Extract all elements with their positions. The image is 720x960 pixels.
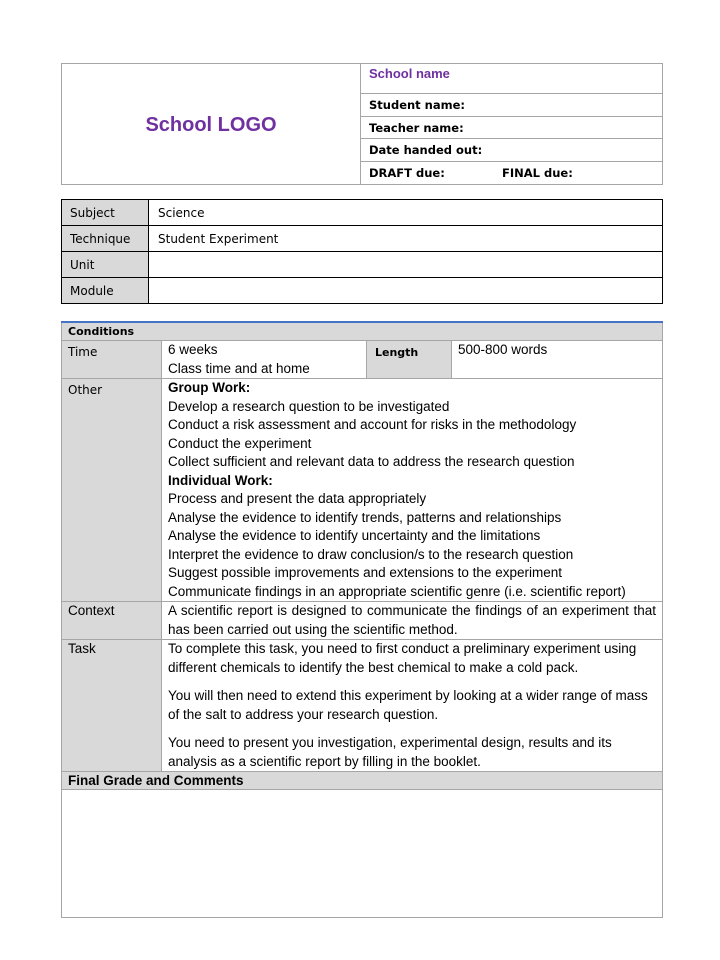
conditions-heading: Conditions bbox=[62, 322, 663, 341]
time-duration: 6 weeks bbox=[168, 342, 218, 357]
other-label: Other bbox=[62, 379, 162, 602]
context-label: Context bbox=[62, 602, 162, 640]
list-item: Analyse the evidence to identify trends, patterns and relationships bbox=[168, 509, 562, 525]
list-item: Communicate findings in an appropriate scientific genre (i.e. scientific report) bbox=[168, 583, 626, 599]
header-table bbox=[61, 63, 663, 185]
subject-table bbox=[61, 199, 663, 304]
technique-label: Technique bbox=[62, 226, 149, 252]
subject-value[interactable]: Science bbox=[149, 200, 663, 226]
time-row bbox=[62, 341, 663, 379]
module-label: Module bbox=[62, 278, 149, 304]
time-label: Time bbox=[62, 341, 162, 379]
list-item: Suggest possible improvements and extensions to the experiment bbox=[168, 565, 562, 580]
technique-value[interactable]: Student Experiment bbox=[149, 226, 663, 252]
module-value[interactable] bbox=[149, 278, 663, 304]
unit-label: Unit bbox=[62, 252, 149, 278]
length-label: Length bbox=[367, 341, 452, 379]
list-item: Interpret the evidence to draw conclusion/s to the research question bbox=[168, 546, 574, 562]
task-paragraph: You will then need to extend this experiment by looking at a wider range of mass of the salt to address your research question. bbox=[168, 688, 648, 722]
list-item: Conduct a risk assessment and account for risks in the methodology bbox=[168, 417, 577, 432]
other-row bbox=[62, 379, 663, 602]
individual-work-heading: Individual Work: bbox=[168, 472, 273, 488]
list-item: Collect sufficient and relevant data to address the research question bbox=[168, 454, 575, 469]
table-row bbox=[62, 200, 663, 226]
conditions-table bbox=[61, 321, 663, 918]
table-row bbox=[62, 226, 663, 252]
table-row bbox=[62, 252, 663, 278]
task-paragraph: You need to present you investigation, experimental design, results and its analysis as a scientific report by filling in the booklet. bbox=[168, 735, 612, 769]
other-value bbox=[162, 379, 663, 602]
final-due-field[interactable]: FINAL due: bbox=[502, 166, 573, 181]
table-row bbox=[62, 278, 663, 304]
school-logo-cell bbox=[62, 64, 361, 185]
due-dates-row bbox=[361, 162, 663, 185]
length-value[interactable]: 500-800 words bbox=[452, 341, 663, 379]
list-item: Conduct the experiment bbox=[168, 435, 312, 451]
unit-value[interactable] bbox=[149, 252, 663, 278]
task-label: Task bbox=[62, 640, 162, 772]
time-location: Class time and at home bbox=[168, 360, 310, 376]
student-name-field[interactable]: Student name: bbox=[361, 93, 663, 116]
teacher-name-field[interactable]: Teacher name: bbox=[361, 116, 663, 139]
final-grade-comments-box[interactable] bbox=[62, 790, 663, 918]
final-grade-heading: Final Grade and Comments bbox=[62, 772, 663, 790]
draft-due-field[interactable]: DRAFT due: bbox=[369, 166, 445, 181]
school-logo: School LOGO bbox=[145, 113, 277, 136]
group-work-heading: Group Work: bbox=[168, 380, 251, 395]
task-row bbox=[62, 640, 663, 772]
task-text bbox=[162, 640, 663, 772]
list-item: Analyse the evidence to identify uncertainty and the limitations bbox=[168, 528, 541, 543]
time-value[interactable] bbox=[162, 341, 367, 379]
date-handed-out-field[interactable]: Date handed out: bbox=[361, 139, 663, 162]
subject-label: Subject bbox=[62, 200, 149, 226]
list-item: Develop a research question to be investigated bbox=[168, 398, 450, 414]
context-row bbox=[62, 602, 663, 640]
school-name[interactable]: School name bbox=[361, 64, 663, 94]
context-text: A scientific report is designed to communicate the findings of an experiment that has been carried out using the scientific method. bbox=[162, 602, 663, 640]
list-item: Process and present the data appropriately bbox=[168, 491, 427, 506]
task-paragraph: To complete this task, you need to first conduct a preliminary experiment using different chemicals to identify the best chemical to make a cold pack. bbox=[168, 641, 637, 675]
